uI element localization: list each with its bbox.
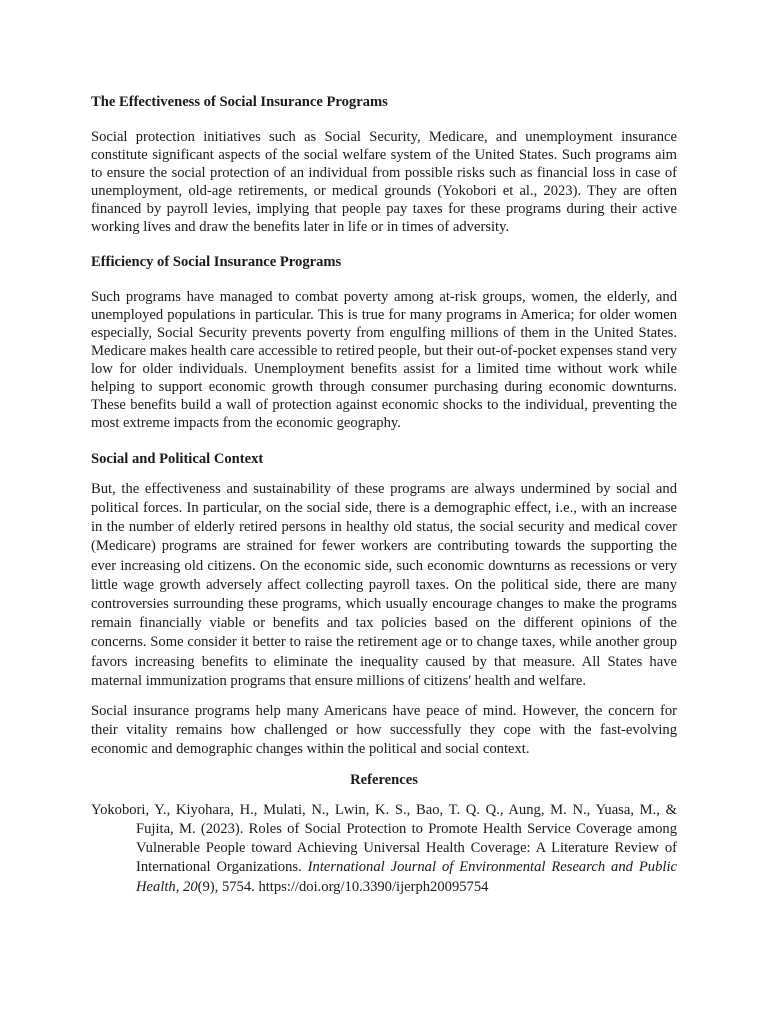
- context-paragraph-1: But, the effectiveness and sustainability of these programs are always undermined by social and political forces. In particular, on the social side, there is a demographic effect, i.e., with an increase in the number of elderly retired persons in healthy old status, the social security and medical cover (Medicare) programs are strained for fewer workers are contributing towards the supporting the ever increasing old citizens. On the economic side, such economic downturns as recessions or very little wage growth adversely affect collecting payroll taxes. On the political side, there are many controversies surrounding these programs, which usually encourage changes to make the programs remain financially viable or benefits and tax policies based on the different opinions of the concerns. Some consider it better to raise the retirement age or to change taxes, while another group favors increasing benefits to eliminate the inequality caused by that measure. All States have maternal immunization programs that ensure millions of citizens' health and welfare.: [91, 480, 677, 689]
- reference-journal: International Journal of Environmental Research and Public Health, 20: [136, 859, 677, 895]
- reference-doi-link[interactable]: https://doi.org/10.3390/ijerph20095754: [258, 878, 489, 895]
- reference-authors-title: Yokobori, Y., Kiyohara, H., Mulati, N., Lwin, K. S., Bao, T. Q. Q., Aung, M. N., Yuasa, M., & Fujita, M. (2023). Roles of Social Protection to Promote Health Service Coverage among Vulnerable People toward Achieving Universal Health Coverage: A Literature Review of International Organizations.: [91, 801, 677, 876]
- section-heading-context: Social and Political Context: [91, 450, 264, 467]
- efficiency-paragraph: Such programs have managed to combat poverty among at-risk groups, women, the elderly, and unemployed populations in particular. This is true for many programs in America; for older women especially, Social Security prevents poverty from engulfing millions of them in the United States. Medicare makes health care accessible to retired people, but their out-of-pocket expenses stand very low for older individuals. Unemployment benefits assist for a limited time without work while helping to support economic growth through consumer purchasing during economic downturns. These benefits build a wall of protection against economic shocks to the individual, preventing the most extreme impacts from the economic geography.: [91, 289, 677, 431]
- document-page: [91, 93, 677, 897]
- intro-paragraph: Social protection initiatives such as Social Security, Medicare, and unemployment insurance constitute significant aspects of the social welfare system of the United States. Such programs aim to ensure the social protection of an individual from possible risks such as financial loss in case of unemployment, old-age retirements, or medical grounds (Yokobori et al., 2023). They are often financed by payroll levies, implying that people pay taxes for these programs during their active working lives and draw the benefits later in life or in times of adversity.: [91, 129, 677, 235]
- section-heading-efficiency: Efficiency of Social Insurance Programs: [91, 254, 342, 271]
- references-heading: References: [350, 771, 418, 788]
- context-paragraph-2: Social insurance programs help many Americans have peace of mind. However, the concern for their vitality remains how challenged or how successfully they cope with the fast-evolving economic and demographic changes within the political and social context.: [91, 702, 677, 758]
- reference-entry: [91, 801, 677, 897]
- reference-issue-pages: (9), 5754.: [197, 878, 259, 895]
- document-title: The Effectiveness of Social Insurance Programs: [91, 94, 388, 110]
